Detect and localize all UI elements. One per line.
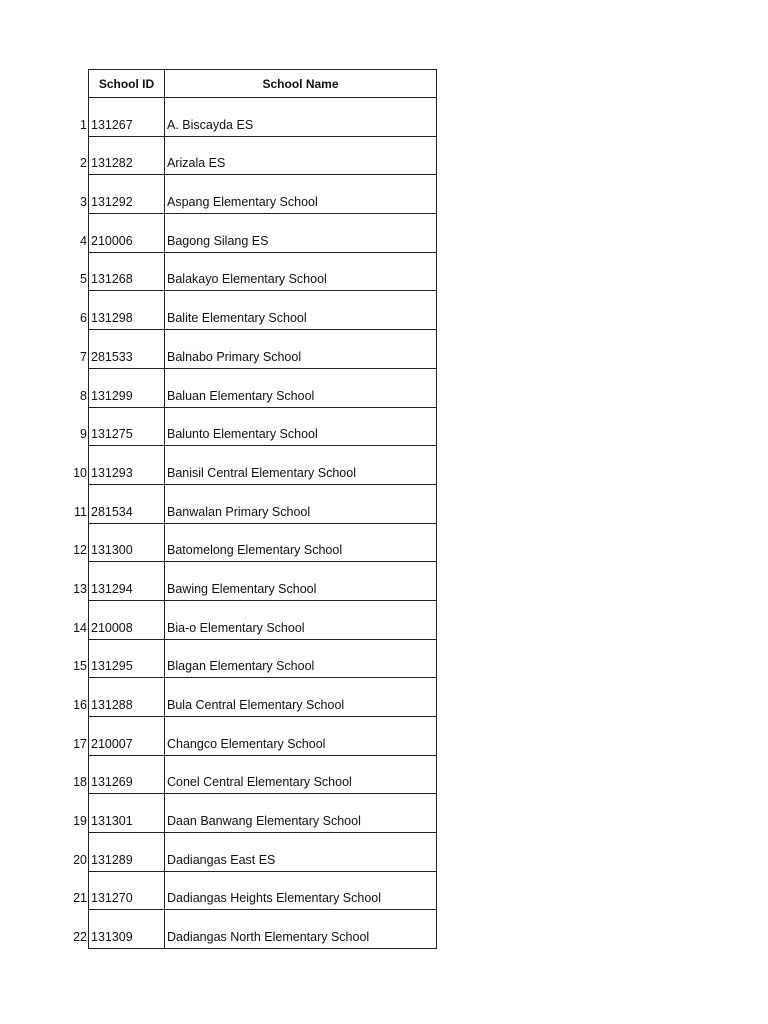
school-id-cell: 131275	[89, 407, 165, 446]
row-number: 9	[80, 427, 87, 442]
school-id-cell: 131295	[89, 639, 165, 678]
table-row	[89, 330, 437, 369]
school-name-cell: Bawing Elementary School	[165, 562, 437, 601]
school-name-cell: Balakayo Elementary School	[165, 252, 437, 291]
table-row	[89, 794, 437, 833]
header-school-id: School ID	[89, 70, 165, 98]
row-number: 17	[73, 736, 87, 751]
row-number: 5	[80, 272, 87, 287]
table-row	[89, 175, 437, 214]
school-id-cell: 131299	[89, 368, 165, 407]
table-row	[89, 368, 437, 407]
school-id-cell: 131267	[89, 98, 165, 137]
row-number: 11	[74, 504, 87, 519]
table-row	[89, 833, 437, 872]
school-id-cell: 281534	[89, 484, 165, 523]
school-id-cell: 131293	[89, 446, 165, 485]
header-school-name: School Name	[165, 70, 437, 98]
school-id-cell: 131298	[89, 291, 165, 330]
school-id-cell: 131282	[89, 136, 165, 175]
table-row	[89, 446, 437, 485]
table-row	[89, 562, 437, 601]
school-name-cell: Aspang Elementary School	[165, 175, 437, 214]
school-name-cell: Conel Central Elementary School	[165, 755, 437, 794]
row-number: 8	[80, 388, 87, 403]
table-row	[89, 407, 437, 446]
table-row	[89, 678, 437, 717]
row-number: 2	[80, 156, 87, 171]
school-name-cell: Dadiangas Heights Elementary School	[165, 871, 437, 910]
table-row	[89, 639, 437, 678]
school-id-cell: 131300	[89, 523, 165, 562]
row-number: 22	[73, 930, 87, 945]
school-name-cell: Dadiangas North Elementary School	[165, 910, 437, 949]
school-name-cell: Balunto Elementary School	[165, 407, 437, 446]
table-row	[89, 291, 437, 330]
school-id-cell: 210007	[89, 717, 165, 756]
school-id-cell: 131292	[89, 175, 165, 214]
row-number: 21	[73, 891, 87, 906]
school-id-cell: 131289	[89, 833, 165, 872]
row-number: 16	[73, 698, 87, 712]
row-number: 12	[73, 543, 87, 558]
school-name-cell: Blagan Elementary School	[165, 639, 437, 678]
table-row	[89, 600, 437, 639]
table-row	[89, 717, 437, 756]
school-id-cell: 210008	[89, 600, 165, 639]
table-row	[89, 523, 437, 562]
table-row	[89, 98, 437, 137]
row-number: 3	[80, 195, 87, 210]
table-row	[89, 214, 437, 253]
table-row	[89, 755, 437, 794]
school-name-cell: Balite Elementary School	[165, 291, 437, 330]
school-id-cell: 210006	[89, 214, 165, 253]
row-number-column	[40, 97, 88, 948]
row-number: 1	[80, 117, 87, 132]
row-number: 7	[80, 349, 87, 364]
school-name-cell: Baluan Elementary School	[165, 368, 437, 407]
table-row	[89, 484, 437, 523]
school-id-cell: 131270	[89, 871, 165, 910]
school-name-cell: Banisil Central Elementary School	[165, 446, 437, 485]
table-row	[89, 252, 437, 291]
school-name-cell: Bula Central Elementary School	[165, 678, 437, 717]
school-id-cell: 131268	[89, 252, 165, 291]
table-header-row	[89, 70, 437, 98]
school-name-cell: Bagong Silang ES	[165, 214, 437, 253]
row-number: 4	[80, 233, 87, 248]
school-name-cell: Bia-o Elementary School	[165, 600, 437, 639]
school-id-cell: 131301	[89, 794, 165, 833]
table-row	[89, 871, 437, 910]
school-name-cell: Arizala ES	[165, 136, 437, 175]
school-id-cell: 131288	[89, 678, 165, 717]
table-row	[89, 136, 437, 175]
school-name-cell: Changco Elementary School	[165, 717, 437, 756]
school-name-cell: Daan Banwang Elementary School	[165, 794, 437, 833]
row-number: 18	[73, 775, 87, 790]
school-name-cell: Banwalan Primary School	[165, 484, 437, 523]
school-id-cell: 131269	[89, 755, 165, 794]
row-number: 19	[73, 814, 87, 829]
school-name-cell: A. Biscayda ES	[165, 98, 437, 137]
row-number: 15	[73, 659, 87, 674]
row-number: 6	[80, 311, 87, 326]
school-name-cell: Balnabo Primary School	[165, 330, 437, 369]
school-table	[88, 69, 437, 949]
school-id-cell: 131294	[89, 562, 165, 601]
row-number: 14	[73, 620, 87, 635]
school-name-cell: Dadiangas East ES	[165, 833, 437, 872]
row-number: 20	[73, 852, 87, 867]
table-row	[89, 910, 437, 949]
school-id-cell: 131309	[89, 910, 165, 949]
row-number: 13	[73, 581, 87, 596]
school-name-cell: Batomelong Elementary School	[165, 523, 437, 562]
row-number: 10	[73, 465, 87, 480]
school-id-cell: 281533	[89, 330, 165, 369]
